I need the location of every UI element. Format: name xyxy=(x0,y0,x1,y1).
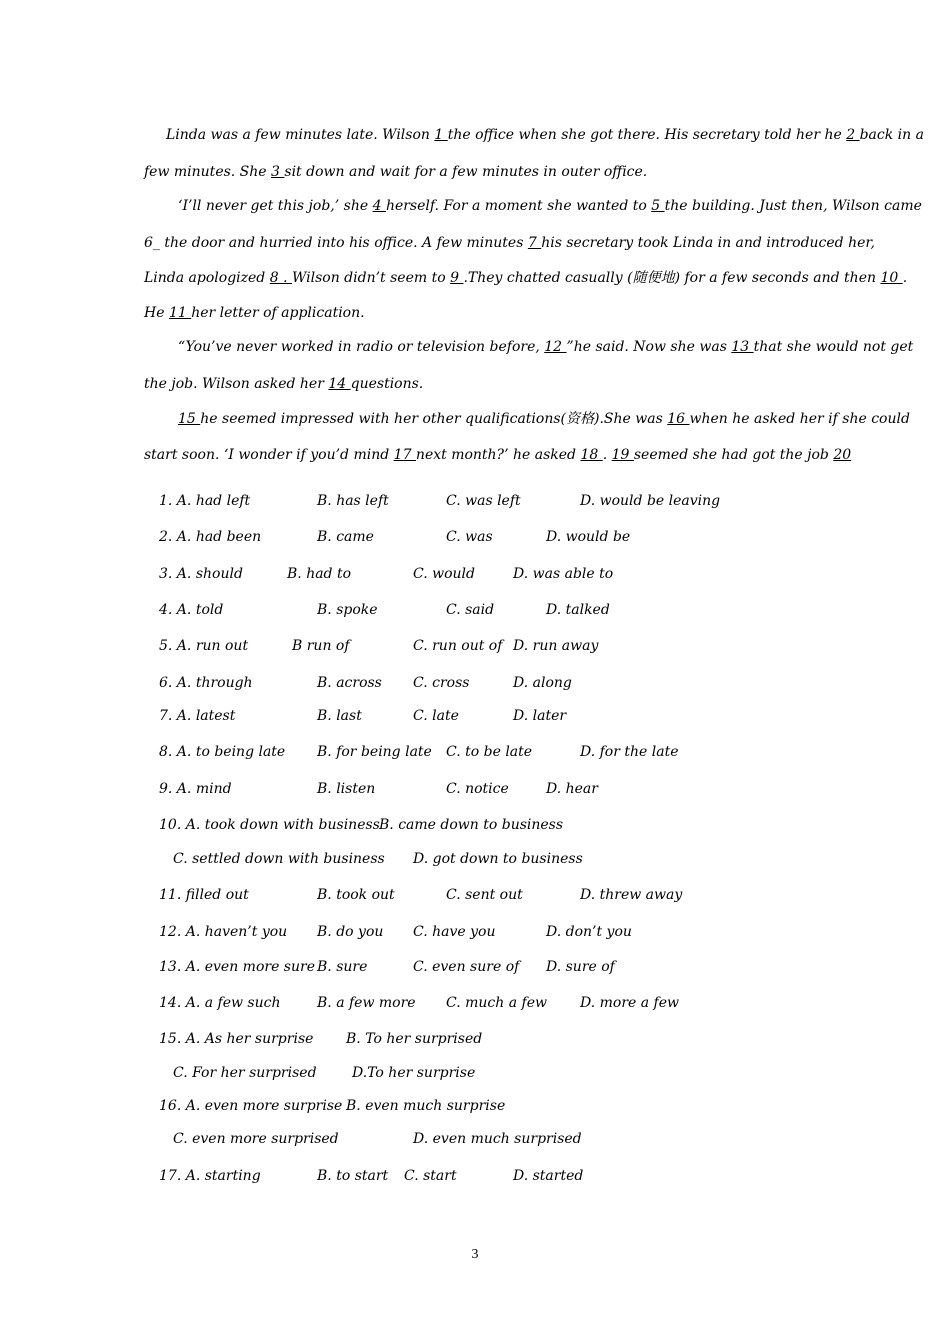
text: he seemed impressed with her other qualifications(资格).She was xyxy=(200,411,668,427)
page-number: 3 xyxy=(471,1247,479,1262)
blank-4: 4 xyxy=(372,198,386,214)
blank-2: 2 xyxy=(846,127,860,143)
text: He xyxy=(144,305,169,321)
option-b: B. listen xyxy=(317,781,376,797)
text: that she would not get xyxy=(753,339,914,355)
option-a: 16. A. even more surprise xyxy=(159,1098,343,1114)
option-a: 8. A. to being late xyxy=(159,744,286,760)
option-b: B. has left xyxy=(317,493,389,509)
option-d: D. started xyxy=(513,1168,584,1184)
option-b: B. took out xyxy=(317,887,395,903)
text: the building. Just then, Wilson came xyxy=(664,198,922,214)
text: questions. xyxy=(350,376,424,392)
text: herself. For a moment she wanted to xyxy=(385,198,652,214)
text: next month?’ he asked xyxy=(415,447,581,463)
option-c: C. settled down with business xyxy=(173,851,385,867)
option-a: 6. A. through xyxy=(159,675,253,691)
option-c: C. was xyxy=(446,529,493,545)
option-d: D. sure of xyxy=(546,959,615,975)
text: Linda was a few minutes late. Wilson xyxy=(166,127,435,143)
blank-15: 15 xyxy=(178,411,201,427)
option-b: B. To her surprised xyxy=(346,1031,483,1047)
option-a: 12. A. haven’t you xyxy=(159,924,288,940)
option-d: D.To her surprise xyxy=(352,1065,476,1081)
option-c: C. said xyxy=(446,602,495,618)
option-c: C. even more surprised xyxy=(173,1131,339,1147)
passage-line xyxy=(178,196,922,216)
text: back in a xyxy=(859,127,924,143)
option-b: B. across xyxy=(317,675,382,691)
text: her letter of application. xyxy=(191,305,365,321)
blank-12: 12 xyxy=(544,339,567,355)
blank-5: 5 xyxy=(651,198,665,214)
option-b: B. a few more xyxy=(317,995,416,1011)
text: start soon. ‘I wonder if you’d mind xyxy=(144,447,394,463)
blank-3: 3 xyxy=(271,164,285,180)
option-d: D. threw away xyxy=(580,887,683,903)
option-a: 2. A. had been xyxy=(159,529,262,545)
text: . xyxy=(602,447,612,463)
option-a: 13. A. even more sure xyxy=(159,959,315,975)
option-d: D. don’t you xyxy=(546,924,632,940)
option-c: C. late xyxy=(413,708,459,724)
blank-20: 20 xyxy=(833,447,852,463)
text: the office when she got there. His secretary told her he xyxy=(447,127,847,143)
option-d: D. even much surprised xyxy=(413,1131,582,1147)
option-a: 5. A. run out xyxy=(159,638,249,654)
blank-9: 9 xyxy=(450,270,464,286)
option-c: C. have you xyxy=(413,924,496,940)
passage-line xyxy=(144,268,907,288)
option-b: B. even much surprise xyxy=(346,1098,506,1114)
blank-17: 17 xyxy=(393,447,416,463)
passage-line xyxy=(144,374,423,394)
passage-line xyxy=(144,303,365,323)
blank-11: 11 xyxy=(168,305,192,321)
option-b: B. sure xyxy=(317,959,368,975)
option-d: D. hear xyxy=(546,781,598,797)
option-d: D. would be leaving xyxy=(580,493,721,509)
passage-line xyxy=(144,233,875,253)
option-d: D. along xyxy=(513,675,572,691)
option-c: C. For her surprised xyxy=(173,1065,317,1081)
option-b: B. came xyxy=(317,529,374,545)
option-a: 9. A. mind xyxy=(159,781,232,797)
option-c: C. cross xyxy=(413,675,470,691)
text: the job. Wilson asked her xyxy=(144,376,329,392)
blank-19: 19 xyxy=(611,447,634,463)
blank-13: 13 xyxy=(731,339,754,355)
text: . xyxy=(902,270,908,286)
text: Wilson didn’t seem to xyxy=(291,270,451,286)
option-b: B. do you xyxy=(317,924,384,940)
option-c: C. to be late xyxy=(446,744,533,760)
option-a: 15. A. As her surprise xyxy=(159,1031,314,1047)
passage-line xyxy=(178,337,913,357)
blank-7: 7 xyxy=(527,235,542,251)
option-d: D. got down to business xyxy=(413,851,583,867)
text: his secretary took Linda in and introduced her, xyxy=(541,235,875,251)
option-b: B. last xyxy=(317,708,362,724)
text: ‘I’ll never get this job,’ she xyxy=(178,198,373,214)
option-c: C. run out of xyxy=(413,638,503,654)
passage-line xyxy=(178,409,910,429)
text: sit down and wait for a few minutes in outer office. xyxy=(284,164,648,180)
text: few minutes. She xyxy=(144,164,272,180)
option-d: D. would be xyxy=(546,529,631,545)
option-d: D. run away xyxy=(513,638,599,654)
text: ”he said. Now she was xyxy=(566,339,732,355)
blank-18: 18 xyxy=(580,447,603,463)
option-a: 14. A. a few such xyxy=(159,995,281,1011)
option-d: D. was able to xyxy=(513,566,614,582)
text: seemed she had got the job xyxy=(633,447,834,463)
blank-10: 10 xyxy=(880,270,903,286)
text: when he asked her if she could xyxy=(689,411,910,427)
option-b: B. spoke xyxy=(317,602,378,618)
option-a: 17. A. starting xyxy=(159,1168,261,1184)
passage-line xyxy=(166,125,924,145)
option-b: B. came down to business xyxy=(379,817,564,833)
blank-8: 8 . xyxy=(269,270,292,286)
option-c: C. even sure of xyxy=(413,959,520,975)
option-d: D. talked xyxy=(546,602,610,618)
option-a: 1. A. had left xyxy=(159,493,251,509)
option-a: 3. A. should xyxy=(159,566,243,582)
option-b: B. for being late xyxy=(317,744,432,760)
option-b: B. to start xyxy=(317,1168,389,1184)
option-c: C. was left xyxy=(446,493,521,509)
option-b: B. had to xyxy=(287,566,352,582)
blank-16: 16 xyxy=(667,411,690,427)
option-c: C. sent out xyxy=(446,887,523,903)
option-d: D. for the late xyxy=(580,744,679,760)
option-b: B run of xyxy=(292,638,350,654)
option-a: 4. A. told xyxy=(159,602,224,618)
text: 6_ the door and hurried into his office. A few minutes xyxy=(144,235,528,251)
option-c: C. would xyxy=(413,566,475,582)
text: Linda apologized xyxy=(144,270,270,286)
option-a: 11. filled out xyxy=(159,887,249,903)
blank-14: 14 xyxy=(328,376,351,392)
option-d: D. more a few xyxy=(580,995,680,1011)
text: “You’ve never worked in radio or television before, xyxy=(178,339,545,355)
option-c: C. notice xyxy=(446,781,509,797)
passage-line xyxy=(144,162,647,182)
option-a: 10. A. took down with business xyxy=(159,817,380,833)
option-a: 7. A. latest xyxy=(159,708,236,724)
option-c: C. much a few xyxy=(446,995,547,1011)
text: .They chatted casually (随便地) for a few seconds and then xyxy=(463,270,881,286)
passage-line xyxy=(144,445,851,465)
blank-1: 1 xyxy=(434,127,448,143)
option-d: D. later xyxy=(513,708,567,724)
option-c: C. start xyxy=(404,1168,457,1184)
